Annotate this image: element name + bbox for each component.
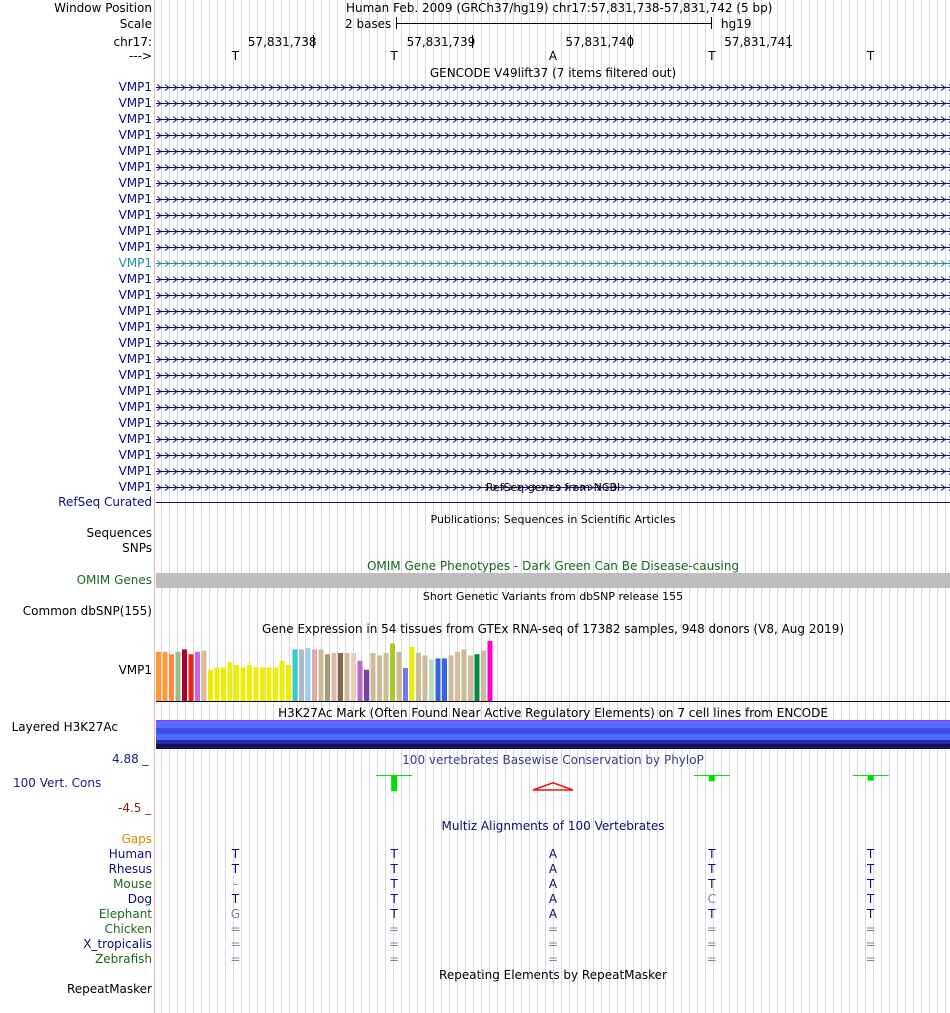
gencode-item-baseline <box>156 119 950 120</box>
multiz-base: T <box>866 892 875 906</box>
gencode-item-label[interactable]: VMP1 <box>118 176 152 190</box>
publications-title: Publications: Sequences in Scientific Articles <box>430 513 676 526</box>
gencode-item-label[interactable]: VMP1 <box>118 368 152 382</box>
gencode-item-label[interactable]: VMP1 <box>118 304 152 318</box>
gtex-bar[interactable] <box>416 653 421 701</box>
gtex-bar[interactable] <box>254 667 259 701</box>
gencode-item-label[interactable]: VMP1 <box>118 384 152 398</box>
gencode-item-label[interactable]: VMP1 <box>118 192 152 206</box>
position-text: Human Feb. 2009 (GRCh37/hg19) chr17:57,831,738-57,831,742 (5 bp) <box>346 1 773 15</box>
h3k27ac-signal[interactable] <box>156 720 950 749</box>
gencode-item-baseline <box>156 327 950 328</box>
multiz-base: = <box>706 937 717 951</box>
gencode-item-label[interactable]: VMP1 <box>118 432 152 446</box>
gtex-bar[interactable] <box>182 649 187 701</box>
gencode-item-label[interactable]: VMP1 <box>118 416 152 430</box>
ruler-coordinate: 57,831,740 <box>565 35 635 49</box>
gencode-item-baseline <box>156 407 950 408</box>
gtex-bar[interactable] <box>332 653 337 701</box>
multiz-base: T <box>708 862 716 876</box>
multiz-base: = <box>865 952 876 966</box>
gtex-bar[interactable] <box>169 654 174 701</box>
repeatmasker-label[interactable]: RepeatMasker <box>66 982 152 996</box>
cons-bar-cap <box>694 775 730 776</box>
gtex-bar[interactable] <box>364 670 369 701</box>
gtex-bar[interactable] <box>260 667 265 701</box>
gtex-bar[interactable] <box>384 653 389 701</box>
gencode-item-baseline <box>156 471 950 472</box>
gencode-item-label[interactable]: VMP1 <box>118 320 152 334</box>
ruler-tick <box>472 35 473 48</box>
multiz-base: G <box>230 907 241 921</box>
dbsnp-label[interactable]: Common dbSNP(155) <box>22 604 152 618</box>
multiz-base: T <box>866 907 875 921</box>
multiz-base: T <box>390 862 398 876</box>
multiz-base: - <box>233 877 238 891</box>
multiz-base: = <box>865 922 876 936</box>
multiz-base: T <box>231 847 240 861</box>
multiz-species-label[interactable]: X_tropicalis <box>83 937 152 951</box>
multiz-species-label[interactable]: Mouse <box>113 877 152 891</box>
ruler-tick <box>630 35 631 48</box>
multiz-base: A <box>548 907 558 921</box>
multiz-base: C <box>707 892 716 906</box>
omim-bar[interactable] <box>156 573 950 588</box>
multiz-base: T <box>390 847 398 861</box>
gencode-item-baseline <box>156 151 950 152</box>
multiz-base: = <box>706 922 717 936</box>
gtex-bar[interactable] <box>488 641 493 701</box>
multiz-base: A <box>548 892 558 906</box>
gtex-bar[interactable] <box>189 654 194 701</box>
gtex-bar[interactable] <box>195 652 200 701</box>
window-position-label: Window Position <box>54 1 152 15</box>
gtex-bar[interactable] <box>351 653 356 701</box>
gencode-item-label[interactable]: VMP1 <box>118 256 152 270</box>
gencode-item-baseline <box>156 311 950 312</box>
gtex-bar[interactable] <box>215 667 220 701</box>
multiz-base: = <box>389 922 400 936</box>
gencode-item-baseline <box>156 135 950 136</box>
publications-label-snps[interactable]: SNPs <box>122 541 152 555</box>
gtex-bar[interactable] <box>410 647 415 701</box>
cons-bar[interactable] <box>868 776 874 781</box>
gtex-bar[interactable] <box>325 654 330 701</box>
scale-bar <box>396 23 712 24</box>
gencode-item-label[interactable]: VMP1 <box>118 240 152 254</box>
multiz-base: T <box>231 892 240 906</box>
multiz-base: T <box>866 862 875 876</box>
gtex-bar[interactable] <box>449 655 454 701</box>
repeatmasker-title: Repeating Elements by RepeatMasker <box>439 968 667 982</box>
cons-bar-cap <box>376 775 412 776</box>
multiz-base: = <box>706 952 717 966</box>
scale-assembly: hg19 <box>721 17 752 31</box>
gencode-item-baseline <box>156 391 950 392</box>
gencode-item-label[interactable]: VMP1 <box>118 288 152 302</box>
gtex-bar[interactable] <box>455 652 460 701</box>
gtex-bar[interactable] <box>377 655 382 701</box>
gtex-bar[interactable] <box>299 649 304 701</box>
ruler-base: A <box>548 49 558 63</box>
multiz-species-label[interactable]: Rhesus <box>108 862 152 876</box>
gtex-bar[interactable] <box>475 654 480 701</box>
ruler-coordinate: 57,831,741 <box>724 35 793 49</box>
gencode-item-baseline <box>156 343 950 344</box>
gtex-bar[interactable] <box>208 670 213 701</box>
gencode-item-label[interactable]: VMP1 <box>118 224 152 238</box>
multiz-species-label[interactable]: Human <box>108 847 152 861</box>
gencode-item-baseline <box>156 295 950 296</box>
multiz-base: T <box>866 877 875 891</box>
gtex-bar[interactable] <box>468 655 473 701</box>
gtex-bar[interactable] <box>228 662 233 701</box>
cons-bar[interactable] <box>391 776 397 791</box>
gencode-item-baseline <box>156 87 950 88</box>
gtex-bar[interactable] <box>202 651 207 701</box>
gencode-item-baseline <box>156 279 950 280</box>
cons-plot[interactable] <box>156 772 950 802</box>
left-border <box>154 0 155 1013</box>
cons-title: 100 vertebrates Basewise Conservation by PhyloP <box>402 753 704 767</box>
multiz-title: Multiz Alignments of 100 Vertebrates <box>441 819 665 833</box>
multiz-base: = <box>389 937 400 951</box>
gencode-item-label[interactable]: VMP1 <box>118 80 152 94</box>
multiz-base: = <box>230 952 241 966</box>
multiz-base: T <box>390 892 398 906</box>
multiz-species-label[interactable]: Elephant <box>98 907 152 921</box>
gtex-bar[interactable] <box>267 667 272 701</box>
dbsnp-title: Short Genetic Variants from dbSNP release 155 <box>422 590 684 603</box>
ruler-base: T <box>390 49 398 63</box>
scale-bar-left-tick <box>396 17 397 29</box>
multiz-base: = <box>389 952 400 966</box>
chrom-label: chr17: <box>113 35 152 49</box>
gtex-bar[interactable] <box>436 658 441 701</box>
gencode-item-label[interactable]: VMP1 <box>118 400 152 414</box>
refseq-label[interactable]: RefSeq Curated <box>58 495 152 509</box>
gtex-bar[interactable] <box>442 658 447 701</box>
multiz-base: T <box>390 907 398 921</box>
gencode-item-label[interactable]: VMP1 <box>118 336 152 350</box>
gtex-bar[interactable] <box>481 651 486 701</box>
gtex-bar[interactable] <box>429 660 434 701</box>
gtex-bar[interactable] <box>293 649 298 701</box>
strand-label: ---> <box>128 49 152 63</box>
gencode-item-label[interactable]: VMP1 <box>118 464 152 478</box>
gencode-item-baseline <box>156 103 950 104</box>
gtex-bar[interactable] <box>247 665 252 701</box>
omim-title: OMIM Gene Phenotypes - Dark Green Can Be Disease-causing <box>366 559 740 573</box>
gtex-bar[interactable] <box>403 668 408 701</box>
gencode-item-label[interactable]: VMP1 <box>118 272 152 286</box>
ruler-tick <box>789 35 790 48</box>
scale-label: Scale <box>119 17 152 31</box>
multiz-base: A <box>548 862 558 876</box>
refseq-title: RefSeq genes from NCBI <box>485 481 621 494</box>
gencode-item-label[interactable]: VMP1 <box>118 208 152 222</box>
gencode-item-baseline <box>156 215 950 216</box>
gencode-item-baseline <box>156 263 950 264</box>
gtex-chart[interactable] <box>156 635 950 702</box>
multiz-base: = <box>547 922 559 936</box>
gtex-bar[interactable] <box>306 648 311 701</box>
multiz-base: = <box>547 952 559 966</box>
cons-bar-cap <box>853 775 889 776</box>
gencode-item-baseline <box>156 231 950 232</box>
gencode-item-label[interactable]: VMP1 <box>118 112 152 126</box>
cons-bar[interactable] <box>709 776 715 781</box>
gtex-bar[interactable] <box>371 653 376 701</box>
multiz-base: T <box>231 862 240 876</box>
multiz-base: A <box>548 847 558 861</box>
ruler-base: T <box>866 49 875 63</box>
gtex-bar[interactable] <box>462 649 467 701</box>
multiz-base: = <box>547 937 559 951</box>
gencode-item-label[interactable]: VMP1 <box>118 128 152 142</box>
gtex-bar[interactable] <box>176 652 181 701</box>
refseq-line[interactable] <box>156 502 950 503</box>
gencode-item-label[interactable]: VMP1 <box>118 160 152 174</box>
gtex-bar[interactable] <box>241 667 246 701</box>
multiz-species-label[interactable]: Zebrafish <box>95 952 152 966</box>
multiz-base: T <box>708 877 716 891</box>
multiz-base: T <box>708 847 716 861</box>
ruler-coordinate: 57,831,739 <box>406 35 476 49</box>
gtex-bar[interactable] <box>286 665 291 701</box>
gencode-item-baseline <box>156 199 950 200</box>
gencode-item-label[interactable]: VMP1 <box>118 448 152 462</box>
gtex-bar[interactable] <box>280 661 285 701</box>
ruler-tick <box>313 35 314 48</box>
gencode-item-label[interactable]: VMP1 <box>118 480 152 494</box>
gtex-bar[interactable] <box>358 661 363 701</box>
scale-bar-right-tick <box>711 17 712 29</box>
gencode-title: GENCODE V49lift37 (7 items filtered out) <box>429 66 677 80</box>
gtex-bar[interactable] <box>156 652 161 701</box>
multiz-base: = <box>230 922 241 936</box>
cons-ymax: 4.88 _ <box>112 752 149 766</box>
gtex-bar[interactable] <box>338 653 343 701</box>
gtex-bar[interactable] <box>234 665 239 701</box>
ruler-base: T <box>231 49 240 63</box>
gencode-item-baseline <box>156 247 950 248</box>
gaps-label[interactable]: Gaps <box>121 832 152 846</box>
cons-ymin: -4.5 _ <box>118 801 152 815</box>
gencode-item-baseline <box>156 359 950 360</box>
ruler-coordinate: 57,831,738 <box>247 35 317 49</box>
gtex-bar[interactable] <box>397 652 402 701</box>
gtex-bar[interactable] <box>163 652 168 701</box>
gencode-item-baseline <box>156 167 950 168</box>
cons-negative-mark[interactable] <box>533 783 573 790</box>
ruler-base: T <box>708 49 716 63</box>
h3k27ac-label[interactable]: Layered H3K27Ac <box>11 720 118 734</box>
gtex-bar[interactable] <box>423 655 428 701</box>
gtex-bar[interactable] <box>390 643 395 701</box>
gencode-item-baseline <box>156 375 950 376</box>
gencode-item-label[interactable]: VMP1 <box>118 144 152 158</box>
cons-label[interactable]: 100 Vert. Cons <box>13 776 102 790</box>
multiz-base: A <box>548 877 558 891</box>
gencode-item-baseline <box>156 455 950 456</box>
multiz-base: = <box>865 937 876 951</box>
gtex-bar[interactable] <box>319 649 324 701</box>
gtex-bar[interactable] <box>345 653 350 701</box>
omim-label[interactable]: OMIM Genes <box>76 573 152 587</box>
multiz-base: T <box>708 907 716 921</box>
gtex-title: Gene Expression in 54 tissues from GTEx RNA-seq of 17382 samples, 948 donors (V8, Aug 2019) <box>261 622 845 636</box>
h3k27ac-title: H3K27Ac Mark (Often Found Near Active Regulatory Elements) on 7 cell lines from ENCODE <box>278 706 828 720</box>
multiz-base: T <box>866 847 875 861</box>
multiz-base: = <box>230 937 241 951</box>
gtex-bar[interactable] <box>221 667 226 701</box>
gtex-label[interactable]: VMP1 <box>118 663 152 677</box>
gtex-bar[interactable] <box>312 649 317 701</box>
gencode-item-baseline <box>156 439 950 440</box>
gtex-bar[interactable] <box>273 667 278 701</box>
multiz-base: T <box>390 877 398 891</box>
multiz-species-label[interactable]: Dog <box>127 892 152 906</box>
gencode-item-label[interactable]: VMP1 <box>118 96 152 110</box>
scale-text: 2 bases <box>345 17 392 31</box>
gencode-item-label[interactable]: VMP1 <box>118 352 152 366</box>
publications-label-sequences[interactable]: Sequences <box>86 526 152 540</box>
gencode-item-baseline <box>156 183 950 184</box>
gencode-item-baseline <box>156 423 950 424</box>
multiz-species-label[interactable]: Chicken <box>104 922 152 936</box>
